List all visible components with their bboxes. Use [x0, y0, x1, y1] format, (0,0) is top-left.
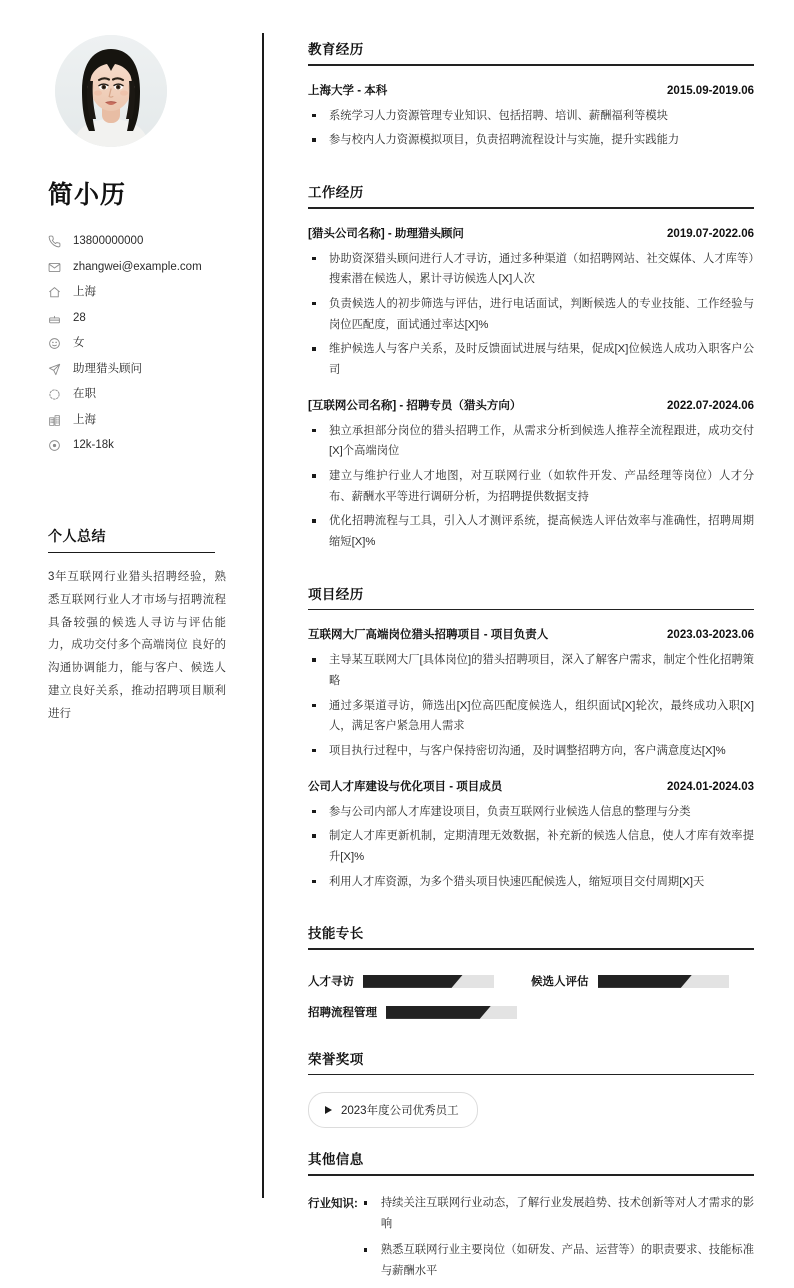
skill-progress-fill [386, 1006, 491, 1019]
bullet-item: 通过多渠道寻访，筛选出[X]位高匹配度候选人，组织面试[X]轮次，最终成功入职[X]人，满足客户紧急用人需求 [308, 696, 754, 737]
section-other-info [308, 1148, 754, 1287]
contact-item-hometown [48, 280, 238, 306]
bullet-item: 项目执行过程中，与客户保持密切沟通，及时调整招聘方向，客户满意度达[X]% [308, 741, 754, 762]
coin-icon [48, 439, 65, 453]
contact-list [48, 229, 238, 459]
entry-date: 2015.09-2019.06 [667, 84, 754, 97]
contact-value-phone: 13800000000 [73, 235, 144, 247]
building-icon [48, 413, 65, 427]
spacer [308, 1128, 754, 1148]
bullet-item: 主导某互联网大厂[具体岗位]的猎头招聘项目，深入了解客户需求，制定个性化招聘策略 [308, 650, 754, 691]
section-heading-skills: 技能专长 [308, 926, 364, 942]
spacer [308, 1028, 754, 1048]
entry-bullets [308, 421, 754, 553]
envelope-icon [48, 260, 65, 274]
contact-value-status: 在职 [73, 388, 96, 400]
contact-value-email: zhangwei@example.com [73, 260, 202, 273]
work-entry [308, 225, 754, 381]
contact-item-email [48, 255, 238, 281]
bullet-item: 负责候选人的初步筛选与评估，进行电话面试，判断候选人的专业技能、工作经验与岗位匹配度，面试通过率达[X]% [308, 294, 754, 335]
contact-item-salary [48, 433, 238, 459]
project-entry [308, 778, 754, 893]
bullet-item: 参与校内人力资源模拟项目，负责招聘流程设计与实施，提升实践能力 [308, 130, 754, 151]
bullet-item: 参与公司内部人才库建设项目，负责互联网行业候选人信息的整理与分类 [308, 802, 754, 823]
entry-date: 2019.07-2022.06 [667, 227, 754, 240]
awards-row [308, 1092, 754, 1128]
entry-title: [猎头公司名称] - 助理猎头顾问 [308, 227, 464, 240]
section-heading-other: 其他信息 [308, 1152, 364, 1168]
entry-header [308, 626, 754, 642]
entry-bullets [308, 249, 754, 381]
entry-title: [互联网公司名称] - 招聘专员（猎头方向） [308, 399, 522, 412]
entry-title: 公司人才库建设与优化项目 - 项目成员 [308, 780, 503, 793]
skill-row [308, 997, 531, 1028]
entry-date: 2023.03-2023.06 [667, 629, 754, 642]
bullet-item: 制定人才库更新机制，定期清理无效数据，补充新的候选人信息，使人才库有效率提升[X]% [308, 826, 754, 867]
cake-icon [48, 311, 65, 325]
section-rule-projects [308, 609, 754, 611]
contact-value-gender: 女 [73, 337, 85, 349]
skill-label: 招聘流程管理 [308, 1007, 377, 1020]
contact-item-gender [48, 331, 238, 357]
contact-value-position: 助理猎头顾问 [73, 362, 142, 375]
section-education [308, 38, 754, 151]
main-content [308, 0, 754, 1288]
contact-item-position [48, 357, 238, 383]
bullet-item: 独立承担部分岗位的猎头招聘工作，从需求分析到候选人推荐全流程跟进，成功交付[X]个高端岗位 [308, 421, 754, 462]
entry-header [308, 778, 754, 794]
summary-rule [48, 552, 215, 554]
entry-header [308, 225, 754, 241]
skill-progress-fill [363, 975, 463, 988]
other-info-label: 行业知识: [308, 1198, 358, 1211]
bullet-item: 建立与维护行业人才地图，对互联网行业（如软件开发、产品经理等岗位）人才分布、薪酬水平等进行调研分析，为招聘提供数据支持 [308, 466, 754, 507]
bullet-item: 维护候选人与客户关系，及时反馈面试进展与结果，促成[X]位候选人成功入职客户公司 [308, 339, 754, 380]
bullet-item: 持续关注互联网行业动态，了解行业发展趋势、技术创新等对人才需求的影响 [360, 1193, 754, 1234]
spacer [308, 155, 754, 181]
section-rule-work [308, 207, 754, 209]
section-rule-skills [308, 948, 754, 950]
triangle-play-icon [325, 1106, 332, 1114]
entry-bullets [308, 802, 754, 893]
section-skills [308, 922, 754, 1028]
entry-title: 互联网大厂高端岗位猎头招聘项目 - 项目负责人 [308, 629, 549, 642]
entry-title: 上海大学 - 本科 [308, 84, 388, 97]
bullet-item: 利用人才库资源，为多个猎头项目快速匹配候选人，缩短项目交付周期[X]天 [308, 872, 754, 893]
section-awards [308, 1048, 754, 1129]
section-heading-work: 工作经历 [308, 184, 364, 200]
paper-plane-icon [48, 362, 65, 376]
contact-item-city [48, 408, 238, 434]
other-info-bullets [360, 1193, 754, 1288]
work-entry [308, 397, 754, 553]
section-heading-education: 教育经历 [308, 42, 364, 57]
education-entry [308, 82, 754, 151]
contact-item-age [48, 306, 238, 332]
contact-value-city: 上海 [73, 413, 96, 426]
skill-row [308, 966, 531, 997]
bullet-item: 协助资深猎头顾问进行人才寻访，通过多种渠道（如招聘网站、社交媒体、人才库等）搜索潜在候选人，累计寻访候选人[X]人次 [308, 249, 754, 290]
status-icon [48, 388, 65, 402]
phone-icon [48, 235, 65, 249]
bullet-item: 系统学习人力资源管理专业知识、包括招聘、培训、薪酬福利等模块 [308, 106, 754, 127]
contact-item-status [48, 382, 238, 408]
entry-date: 2024.01-2024.03 [667, 780, 754, 793]
skill-progress-track [598, 975, 729, 988]
spacer [308, 896, 754, 922]
skill-label: 人才寻访 [308, 976, 354, 989]
gender-icon [48, 337, 65, 351]
summary-text: 3年互联网行业猎头招聘经验，熟悉互联网行业人才市场与招聘流程 具备较强的候选人寻访与评估能力，成功交付多个高端岗位 良好的沟通协调能力，能与客户、候选人建立良好关系，推动招聘项目顺利进行 [48, 571, 226, 720]
entry-header [308, 82, 754, 98]
home-icon [48, 286, 65, 300]
page-title: 简小历 [48, 181, 127, 209]
section-rule-awards [308, 1074, 754, 1076]
summary-section [48, 526, 238, 726]
section-rule-other [308, 1174, 754, 1176]
contact-value-age: 28 [73, 311, 86, 324]
avatar-photo [55, 35, 167, 147]
skill-progress-track [386, 1006, 517, 1019]
skill-progress-fill [598, 975, 692, 988]
contact-value-hometown: 上海 [73, 286, 96, 298]
section-projects [308, 583, 754, 893]
entry-header [308, 397, 754, 413]
award-label: 2023年度公司优秀员工 [341, 1105, 459, 1118]
project-entry [308, 626, 754, 761]
skill-label: 候选人评估 [531, 976, 589, 989]
section-work [308, 181, 754, 553]
entry-date: 2022.07-2024.06 [667, 399, 754, 412]
award-badge[interactable] [308, 1092, 478, 1128]
spacer [308, 557, 754, 583]
contact-item-phone [48, 229, 238, 255]
section-heading-projects: 项目经历 [308, 586, 364, 602]
entry-bullets [308, 106, 754, 151]
skill-progress-track [363, 975, 494, 988]
section-rule-education [308, 64, 754, 66]
avatar [55, 35, 167, 147]
other-info-row [308, 1193, 754, 1288]
summary-heading: 个人总结 [48, 527, 106, 544]
skills-grid [308, 966, 754, 1028]
skill-row [531, 966, 754, 997]
bullet-item: 优化招聘流程与工具，引入人才测评系统，提高候选人评估效率与准确性，招聘周期缩短[X]% [308, 511, 754, 552]
column-divider [262, 33, 264, 1198]
entry-bullets [308, 650, 754, 761]
contact-value-salary: 12k-18k [73, 439, 114, 451]
section-heading-awards: 荣誉奖项 [308, 1051, 364, 1067]
bullet-item: 熟悉互联网行业主要岗位（如研发、产品、运营等）的职责要求、技能标准与薪酬水平 [360, 1240, 754, 1281]
sidebar [0, 0, 262, 725]
